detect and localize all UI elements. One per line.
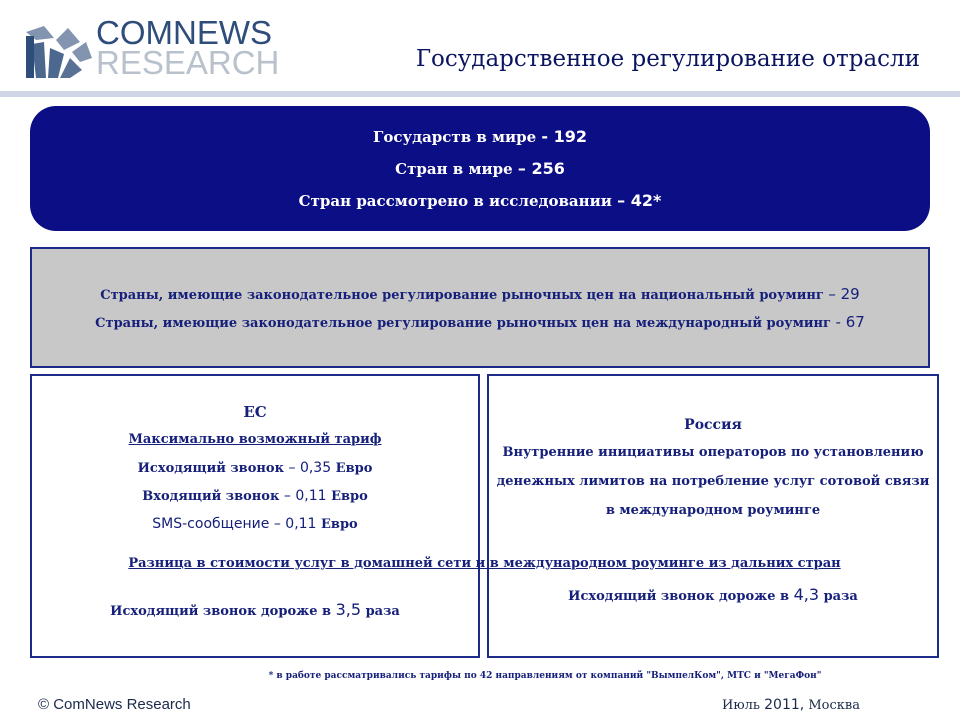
eu-incoming-label: Входящий звонок: [142, 489, 280, 504]
summary-box: [30, 106, 930, 231]
eu-outgoing-unit: Евро: [335, 461, 373, 476]
logo-line-research: RESEARCH: [96, 44, 280, 81]
eu-outgoing-line: [32, 454, 478, 482]
eu-call-unit: раза: [365, 604, 400, 619]
date-city: Москва: [808, 698, 860, 713]
eu-sms-line: [32, 510, 478, 538]
eu-max-tariff: Максимально возможный тариф: [128, 432, 382, 447]
studied-line: [30, 191, 930, 210]
countries-value: – 256: [517, 159, 565, 178]
states-line: [30, 127, 930, 146]
eu-call-label: Исходящий звонок дороже в: [110, 604, 332, 619]
national-roaming-value: – 29: [828, 284, 860, 303]
russia-title: Россия: [684, 417, 742, 433]
copyright: © ComNews Research: [38, 696, 191, 713]
countries-line: [30, 159, 930, 178]
russia-call-unit: раза: [823, 589, 858, 604]
studied-value: – 42*: [617, 191, 662, 210]
logo-rays-icon: [24, 18, 92, 80]
eu-outgoing-value: – 0,35: [288, 460, 332, 476]
countries-label: Стран в мире: [395, 160, 513, 178]
eu-incoming-unit: Евро: [331, 489, 368, 504]
russia-call-comparison: [489, 585, 937, 604]
eu-title: ЕС: [243, 403, 267, 421]
international-roaming-label: Страны, имеющие законодательное регулирование рыночных цен на международный роуминг: [95, 315, 831, 331]
studied-label: Стран рассмотрено в исследовании: [298, 192, 612, 210]
international-roaming-line: [95, 313, 865, 331]
eu-incoming-value: – 0,11: [283, 488, 327, 504]
date-year: 2011,: [764, 697, 805, 713]
national-roaming-line: [100, 285, 859, 303]
states-value: - 192: [541, 127, 588, 146]
russia-line-2: денежных лимитов на потребление услуг сотовой связи: [496, 474, 930, 489]
russia-call-label: Исходящий звонок дороже в: [568, 589, 790, 604]
russia-call-value: 4,3: [793, 585, 820, 604]
header-divider: [0, 91, 960, 97]
eu-call-comparison: [32, 600, 478, 619]
date-location: [722, 697, 860, 713]
russia-panel: [487, 374, 939, 658]
russia-line-3: в международном роуминге: [605, 503, 821, 518]
logo-line-comnews: COMNEWS: [96, 14, 272, 51]
footnote: * в работе рассматривались тарифы по 42 направлениям от компаний "ВымпелКом", МТС и "МегаФон": [268, 671, 822, 681]
russia-line-1: Внутренние инициативы операторов по установлению: [502, 445, 924, 460]
eu-sms-label: SMS-сообщение: [152, 516, 270, 532]
regulation-box: [30, 247, 930, 368]
national-roaming-label: Страны, имеющие законодательное регулирование рыночных цен на национальный роуминг: [100, 287, 824, 303]
eu-sms-value: – 0,11: [273, 516, 317, 532]
eu-sms-unit: Евро: [321, 517, 358, 532]
international-roaming-value: - 67: [835, 312, 865, 331]
eu-incoming-line: [32, 482, 478, 510]
comnews-logo: [24, 14, 294, 84]
states-label: Государств в мире: [372, 128, 537, 146]
page-title: Государственное регулирование отрасли: [415, 46, 920, 72]
eu-outgoing-label: Исходящий звонок: [137, 461, 284, 476]
difference-line: Разница в стоимости услуг в домашней сети и в международном роуминге из дальних стран: [128, 556, 841, 571]
date-month: Июль: [722, 698, 760, 713]
eu-call-value: 3,5: [335, 600, 362, 619]
